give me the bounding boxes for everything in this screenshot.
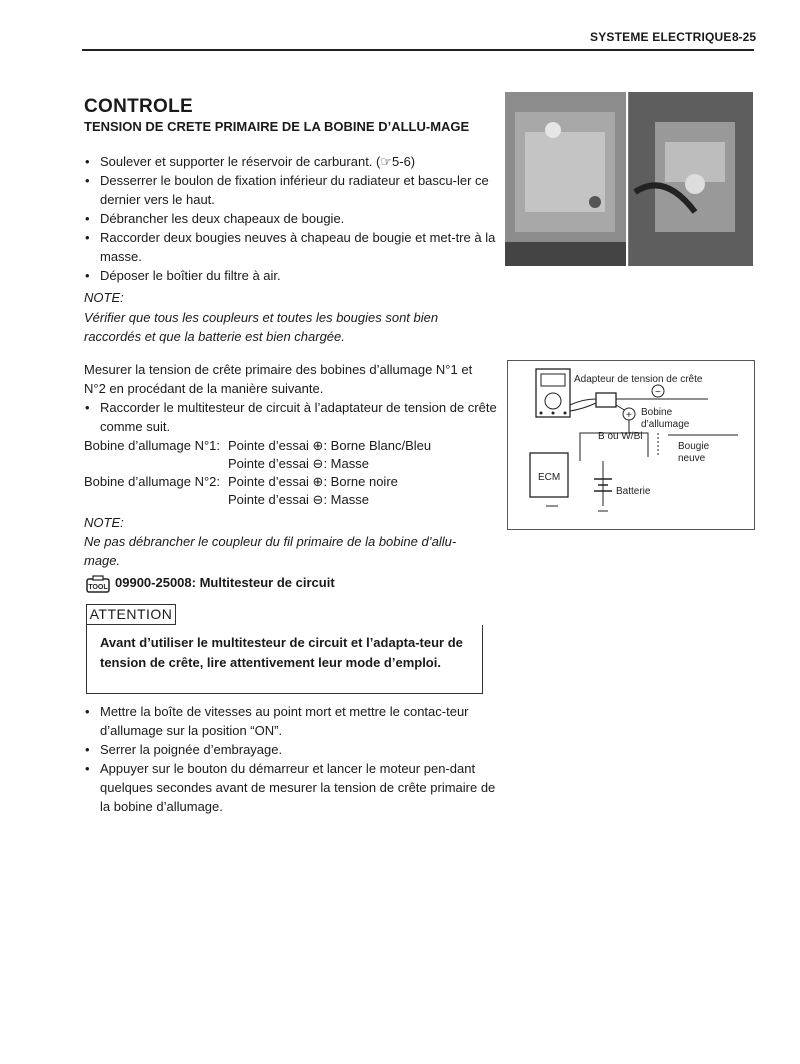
section-title: CONTROLE [84, 96, 194, 117]
tool-icon [86, 575, 110, 593]
coil2-label: Bobine d’allumage N°2: [84, 474, 221, 489]
coil1-probe-plus: Pointe d’essai ⊕: Borne Blanc/Bleu [228, 438, 432, 453]
step-crank-engine: • Appuyer sur le bouton du démarreur et lancer le moteur pen-dant quelques secondes avant de mesurer la tension de crête primaire de la bobine d’allumage. [84, 759, 498, 816]
step-clutch: • Serrer la poignée d’embrayage. [84, 740, 498, 759]
adapter-label: Adapteur de tension de crête [574, 374, 703, 385]
note2-label: NOTE: [84, 515, 124, 530]
step-connect-plugs: • Raccorder deux bougies neuves à chapeau de bougie et met-tre à la masse. [84, 228, 498, 266]
step-remove-airbox: • Déposer le boîtier du filtre à air. [84, 266, 498, 285]
coil1-probe-minus: Pointe d’essai ⊖: Masse [228, 456, 369, 471]
page-number: 8-25 [732, 30, 757, 44]
header-title: SYSTEME ELECTRIQUE [590, 30, 732, 44]
tool-reference: 09900-25008: Multitesteur de circuit [115, 575, 335, 590]
attention-text: Avant d’utiliser le multitesteur de circuit et l’adapta-teur de tension de crête, lire attentivement leur mode d’emploi. [100, 635, 463, 670]
step-disconnect-caps: • Débrancher les deux chapeaux de bougie. [84, 209, 498, 228]
step-loosen-radiator: • Desserrer le boulon de fixation inférieur du radiateur et bascu-ler ce dernier vers le haut. [84, 171, 498, 209]
engine-photo [505, 92, 753, 266]
coil2-probe-plus: Pointe d’essai ⊕: Borne noire [228, 474, 398, 489]
coil2-probe-minus: Pointe d’essai ⊖: Masse [228, 492, 369, 507]
svg-text:+: + [626, 410, 632, 421]
section-subtitle: TENSION DE CRETE PRIMAIRE DE LA BOBINE D’ALLU-MAGE [84, 119, 470, 134]
measure-intro: Mesurer la tension de crête primaire des bobines d’allumage N°1 et N°2 en procédant de la manière suivante. [84, 362, 473, 396]
wire-label: B ou W/Bl [598, 431, 643, 442]
ecm-label: ECM [538, 472, 561, 483]
note-text: Vérifier que tous les coupleurs et toutes les bougies sont bien raccordés et que la batterie est bien chargée. [84, 310, 439, 344]
wiring-diagram [507, 360, 755, 530]
step-raise-tank: • Soulever et supporter le réservoir de carburant. (☞5-6) [84, 152, 498, 171]
svg-text:−: − [655, 387, 661, 398]
note-label: NOTE: [84, 290, 124, 305]
attention-label: ATTENTION [86, 604, 176, 625]
plug-label-2: neuve [678, 453, 706, 464]
coil-label-2: d’allumage [641, 419, 690, 430]
header-divider [82, 49, 754, 51]
step-neutral-on: • Mettre la boîte de vitesses au point mort et mettre le contac-teur d’allumage sur la position “ON”. [84, 702, 498, 740]
coil1-label: Bobine d’allumage N°1: [84, 438, 221, 453]
step-connect-tester: • Raccorder le multitesteur de circuit à l’adaptateur de tension de crête comme suit. [84, 398, 498, 436]
coil-label-1: Bobine [641, 407, 673, 418]
note2-text: Ne pas débrancher le coupleur du fil primaire de la bobine d’allu-mage. [84, 534, 457, 568]
plug-label-1: Bougie [678, 441, 710, 452]
battery-label: Batterie [616, 486, 651, 497]
peak-voltage-adapter [596, 393, 616, 407]
tool-icon-label: TOOL [88, 584, 108, 591]
